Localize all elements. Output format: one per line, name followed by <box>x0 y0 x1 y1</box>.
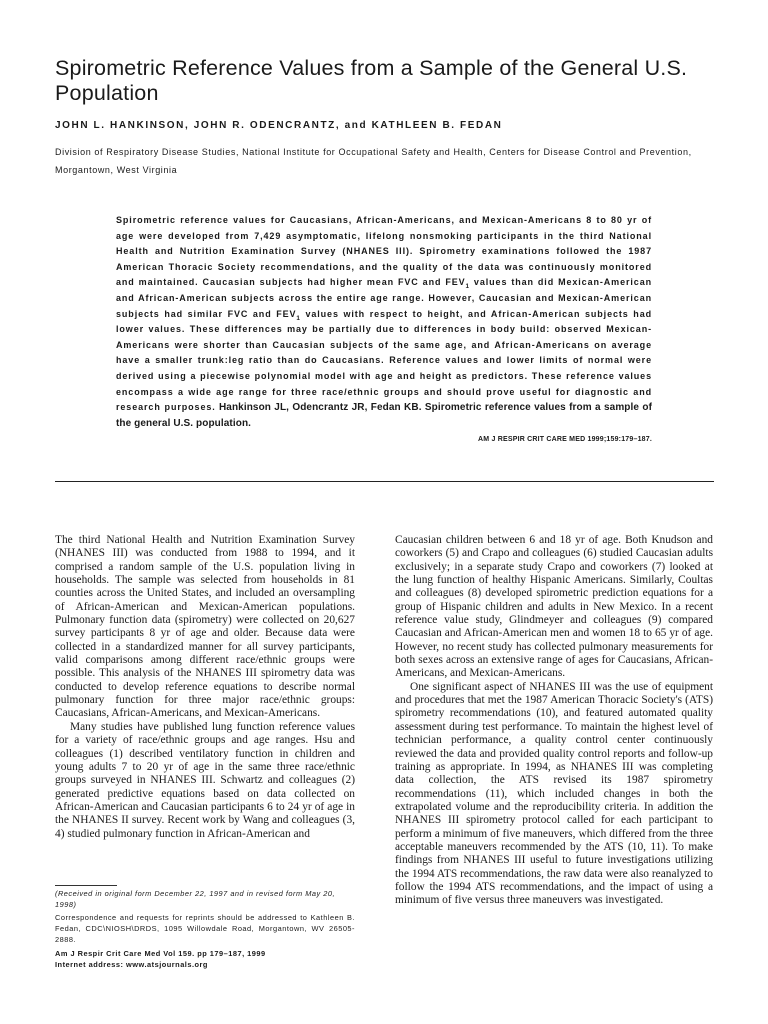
internet-address-note: Internet address: www.atsjournals.org <box>55 960 208 969</box>
body-paragraph: One significant aspect of NHANES III was the use of equipment and procedures that met the 1987 American Thoracic Society's (ATS) spirometry recommendations (10), and featured automated quality assessment during test performance. To maintain the highest level of technician performance, a quality control center continuously reviewed the data and provided quality control reports and follow-up training as appropriate. In 1994, as NHANES III was completing data collection, the ATS revised its 1987 spirometry recommendations (11), which included changes in both the extrapolated volume and the reproducibility criteria. In addition the NHANES III spirometry protocol called for each participant to perform a minimum of five maneuvers, which differed from the three acceptable maneuvers recommended by the ATS (10, 11). To make findings from NHANES III useful to future investigations utilizing the 1994 ATS recommendations, the raw data were also reanalyzed to follow the 1994 ATS recommendations, and the impact of using a minimum of five versus three maneuvers was investigated. <box>395 680 713 907</box>
abstract-block <box>116 213 652 443</box>
correspondence-note: Correspondence and requests for reprints should be addressed to Kathleen B. Fedan, CDC\NIOSH\DRDS, 1095 Willowdale Road, Morgantown, WV 26505-2888. <box>55 913 355 944</box>
body-column-right <box>395 534 713 908</box>
footnotes <box>55 888 355 970</box>
footnote-rule <box>55 885 117 886</box>
author-list: JOHN L. HANKINSON, JOHN R. ODENCRANTZ, and KATHLEEN B. FEDAN <box>55 120 503 131</box>
body-paragraph: Caucasian children between 6 and 18 yr of age. Both Knudson and coworkers (5) and Crapo and colleagues (6) studied Caucasian adults exclusively; in a separate study Crapo and coworkers (7) looked at the lung function of healthy Hispanic Americans. Similarly, Coultas and colleagues (8) developed spirometric prediction equations for a group of Hispanic children and adults in New Mexico. In a recent reference value study, Glindmeyer and colleagues (9) compared Caucasian and African-American men and women 18 to 65 yr of age. However, no recent study has collected pulmonary measurements for both sexes across an extensive range of ages for Caucasians, African-Americans, and Mexican-Americans. <box>395 534 713 680</box>
abstract-part-1: Spirometric reference values for Caucasians, African-Americans, and Mexican-Americans 8 to 80 yr of age were developed from 7,429 asymptomatic, lifelong nonsmoking participants in the third National Health and Nutrition Examination Survey (NHANES III). Spirometry examinations followed the 1987 American Thoracic Society recommendations, and the quality of the data was continuously monitored and maintained. Caucasian subjects had higher mean FVC and FEV <box>116 215 652 288</box>
abstract-text <box>116 213 652 431</box>
fev-subscript-1: 1 <box>465 283 470 291</box>
body-paragraph: Many studies have published lung function reference values for a variety of race/ethnic groups and age ranges. Hsu and colleagues (1) described ventilatory function in children and young adults 7 to 20 yr of age in the same three race/ethnic groups surveyed in NHANES III. Schwartz and colleagues (2) generated predictive equations based on data collected on African-American and Caucasian participants 6 to 24 yr of age in the NHANES II survey. Recent work by Wang and colleagues (3, 4) studied pulmonary function in African-American and <box>55 720 355 840</box>
received-date-note: (Received in original form December 22, 1997 and in revised form May 20, 1998) <box>55 889 336 909</box>
abstract-part-3: values with respect to height, and African-American subjects had lower values. These differences may be partially due to differences in body build: observed Mexican-Americans were shorter than Caucasian subjects of the same age, and African-Americans on average have a smaller trunk:leg ratio than do Caucasians. Reference values and lower limits of normal were derived using a piecewise polynomial model with age and height as predictors. These reference values encompass a wide age range for three race/ethnic groups and should prove useful for diagnostic and research purposes. <box>116 308 652 413</box>
section-divider <box>55 481 714 482</box>
body-paragraph: The third National Health and Nutrition Examination Survey (NHANES III) was conducted from 1988 to 1994, and it comprised a random sample of the U.S. population living in households. The sample was selected from households in 81 counties across the United States, and included an oversampling of African-American and Mexican-American populations. Pulmonary function data (spirometry) were collected on 20,627 survey participants 8 yr of age and older. Because data were collected in a standardized manner for all survey participants, valid comparisons among different race/ethnic groups were possible. This analysis of the NHANES III spirometry data was conducted to develop reference equations to describe normal pulmonary function for three major race/ethnic groups: Caucasians, African-Americans, and Mexican-Americans. <box>55 534 355 720</box>
journal-citation-note: Am J Respir Crit Care Med Vol 159. pp 179–187, 1999 <box>55 949 266 958</box>
abstract-citation: Hankinson JL, Odencrantz JR, Fedan KB. Spirometric reference values from a sample of the general U.S. population. <box>116 402 652 429</box>
abstract-part-2: values than did Mexican-American and African-American subjects across the entire age range. However, Caucasian and Mexican-American subjects had similar FVC and FEV <box>116 277 652 319</box>
author-affiliation: Division of Respiratory Disease Studies, National Institute for Occupational Safety and Health, Centers for Disease Control and Prevention, Morgantown, West Virginia <box>55 147 692 175</box>
journal-reference: AM J RESPIR CRIT CARE MED 1999;159:179–187. <box>478 436 652 444</box>
article-title: Spirometric Reference Values from a Sample of the General U.S. Population <box>55 56 688 105</box>
fev-subscript-2: 1 <box>296 314 301 322</box>
body-column-left <box>55 534 355 841</box>
